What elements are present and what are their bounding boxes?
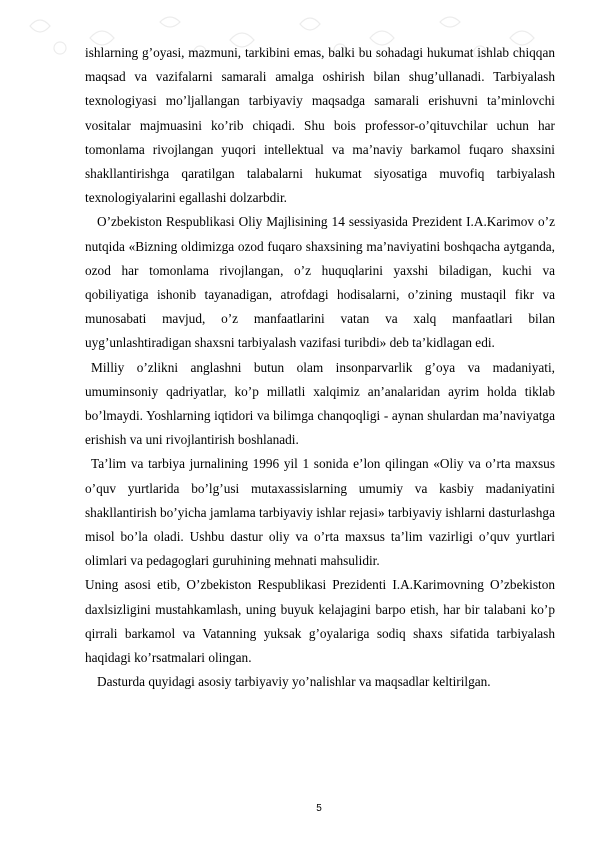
paragraph-3: Milliy o’zlikni anglashni butun olam insonparvarlik g’oya va madaniyati, umuminsoniy qadriyatlar, ko’p millatli xalqimiz an’analaridan ayrim holda tiklab bo’lmaydi. Yoshlarning iqtidori va bilimga chanqoqligi - aynan shulardan ma’naviyatga erishish va uni rivojlantirish boshlanadi. xyxy=(85,359,555,448)
paragraph-1: ishlarning g’oyasi, mazmuni, tarkibini emas, balki bu sohadagi hukumat ishlab chiqqan maqsad va vazifalarni samarali amalga oshirish bilan shug’ullanadi. Tarbiyalash texnologiyasi mo’ljallangan tarbiyaviy maqsadga samarali erishuvni ta’minlovchi vositalar majmuasini ko’rib chiqadi. Shu bois professor-o’qituvchilar uchun har tomonlama rivojlangan yuqori intellektual va ma’naviy barkamol fuqaro shaxsini shakllantirishga qaratilgan talabalarni hukumat siyosatiga muvofiq tarbiyalash texnologiyalarini egallashi dolzarbdir. xyxy=(85,45,555,206)
paragraph-6: Dasturda quyidagi asosiy tarbiyaviy yo’nalishlar va maqsadlar keltirilgan. xyxy=(97,674,491,690)
paragraph-2: O’zbekiston Respublikasi Oliy Majlisining 14 sessiyasida Prezident I.A.Karimov o’z nutqida «Bizning oldimizga ozod fuqaro shaxsining ma’naviyatini boshqacha aytganda, ozod har tomonlama rivojlangan, o’z huquqlarini yaxshi biladigan, kuchi va qobiliyatiga ishonib tayanadigan, atrofdagi hodisalarni, o’zining mustaqil fikr va munosabati mavjud, o’z manfaatlarini vatan va xalq manfaatlari bilan uyg’unlashtiradigan shaxsni tarbiyalash vazifasi turibdi» deb ta’kidlagan edi. xyxy=(85,214,555,351)
paragraph-4: Ta’lim va tarbiya jurnalining 1996 yil 1 sonida e’lon qilingan «Oliy va o’rta maxsus o’quv yurtlarida bo’lg’usi mutaxassislarning umumiy va kasbiy madaniyatini shakllantirish bo’yicha jamlama tarbiyaviy ishlar rejasi» tarbiyaviy ishlarni dasturlashga misol bo’la oladi. Ushbu dastur oliy va o’rta maxsus ta’lim vazirligi o’quv yurtlari olimlari va pedagoglari guruhining mehnati mahsulidir. xyxy=(85,456,555,569)
document-body xyxy=(85,41,555,694)
paragraph-5: Uning asosi etib, O’zbekiston Respublikasi Prezidenti I.A.Karimovning O’zbekiston daxlsizligini mustahkamlash, uning buyuk kelajagini barpo etish, har bir talabani ko’p qirrali barkamol va Vatanning yuksak g’oyalariga sodiq shaxs sifatida tarbiyalash haqidagi ko’rsatmalari olingan. xyxy=(85,577,555,666)
page-number: 5 xyxy=(316,803,322,814)
